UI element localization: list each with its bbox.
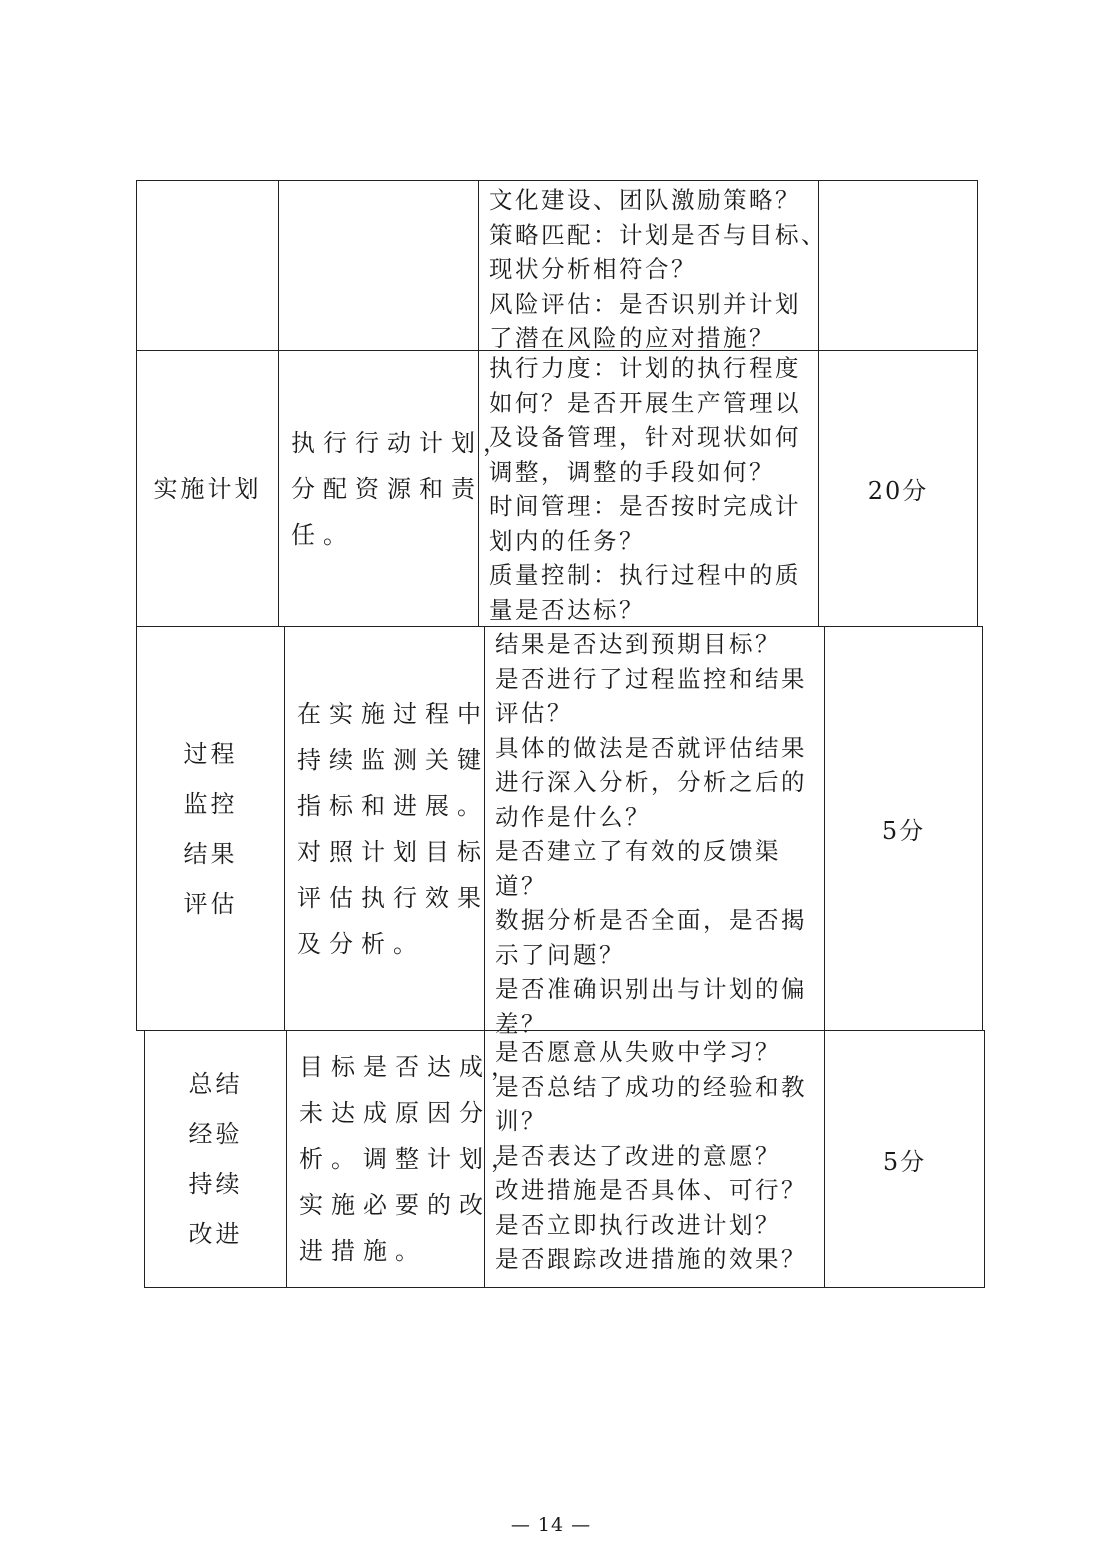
description-text	[287, 1031, 523, 1287]
criteria-line: 了潜在风险的应对措施？	[489, 324, 775, 352]
criteria-line: 示了问题？	[495, 940, 625, 969]
criteria-text	[485, 1031, 824, 1277]
score-cell	[818, 350, 978, 627]
description-line: 执行行动计划，	[291, 428, 515, 457]
criteria-text	[479, 351, 818, 627]
description-text	[285, 627, 489, 1030]
criteria-line: 是否进行了过程监控和结果	[495, 664, 807, 693]
criteria-line: 是否愿意从失败中学习？	[495, 1038, 781, 1066]
criteria-line: 调整，调整的手段如何？	[489, 457, 775, 486]
criteria-line: 时间管理：是否按时完成计	[489, 492, 801, 520]
criteria-text	[485, 627, 824, 1041]
description-line: 任。	[291, 520, 355, 549]
criteria-text	[479, 181, 827, 356]
stage-line: 经验	[188, 1120, 243, 1148]
criteria-line: 训？	[495, 1107, 547, 1135]
description-line: 评估执行效果	[297, 883, 489, 912]
score-cell	[818, 180, 978, 351]
criteria-line: 是否建立了有效的反馈渠	[495, 837, 781, 865]
criteria-line: 进行深入分析，分析之后的	[495, 768, 807, 796]
criteria-line: 是否表达了改进的意愿？	[495, 1141, 781, 1170]
criteria-line: 划内的任务？	[489, 526, 645, 555]
description-line: 分配资源和责	[291, 474, 483, 503]
criteria-line: 是否跟踪改进措施的效果？	[495, 1245, 807, 1273]
stage-cell	[136, 626, 285, 1031]
description-line: 目标是否达成，	[299, 1053, 523, 1081]
score-value: 5分	[882, 1147, 927, 1176]
description-line: 对照计划目标	[297, 837, 489, 866]
page-number: — 14 —	[510, 1514, 592, 1536]
description-cell	[278, 180, 479, 351]
description-line: 实施必要的改	[299, 1191, 491, 1219]
criteria-line: 质量控制：执行过程中的质	[489, 561, 801, 589]
description-cell	[278, 350, 515, 627]
stage-label	[145, 1031, 286, 1287]
stage-line: 实施计划	[153, 474, 262, 503]
description-cell	[286, 1030, 523, 1288]
criteria-line: 风险评估：是否识别并计划	[489, 289, 801, 318]
score-value: 5分	[881, 817, 926, 845]
description-line: 及分析。	[297, 929, 425, 958]
score-cell	[824, 1030, 985, 1288]
stage-label	[137, 627, 284, 1030]
criteria-line: 量是否达标？	[489, 595, 645, 624]
criteria-line: 数据分析是否全面，是否揭	[495, 906, 807, 934]
criteria-line: 动作是什么？	[495, 802, 651, 831]
criteria-line: 文化建设、团队激励策略？	[489, 186, 801, 214]
stage-cell	[144, 1030, 287, 1288]
stage-line: 过程	[183, 739, 238, 768]
stage-cell	[136, 350, 279, 627]
stage-line: 持续	[188, 1170, 243, 1198]
criteria-line: 道？	[495, 871, 547, 900]
description-text	[279, 351, 515, 626]
stage-line: 总结	[188, 1070, 243, 1098]
score-value: 20分	[867, 477, 929, 505]
criteria-line: 改进措施是否具体、可行？	[495, 1176, 807, 1204]
score-cell	[824, 626, 983, 1031]
stage-cell	[136, 180, 279, 351]
description-text	[279, 181, 478, 350]
criteria-line: 执行力度：计划的执行程度	[489, 354, 801, 382]
description-line: 在实施过程中	[297, 699, 489, 728]
stage-line: 监控	[183, 789, 238, 818]
criteria-line: 差？	[495, 1009, 547, 1038]
description-line: 未达成原因分	[299, 1099, 491, 1127]
criteria-line: 是否准确识别出与计划的偏	[495, 975, 807, 1003]
score-value	[819, 181, 977, 350]
criteria-line: 评估？	[495, 699, 573, 727]
stage-label	[137, 181, 278, 350]
description-line: 指标和进展。	[297, 791, 489, 820]
stage-line: 改进	[188, 1220, 243, 1248]
criteria-cell	[478, 350, 819, 627]
criteria-line: 如何？是否开展生产管理以	[489, 388, 801, 417]
description-line: 进措施。	[299, 1237, 427, 1265]
criteria-cell	[484, 626, 825, 1038]
criteria-cell	[484, 1030, 825, 1288]
stage-label	[137, 351, 278, 626]
description-cell	[284, 626, 489, 1031]
criteria-cell	[478, 180, 827, 352]
criteria-line: 结果是否达到预期目标？	[495, 630, 781, 658]
criteria-line: 是否总结了成功的经验和教	[495, 1072, 807, 1101]
description-line: 析。调整计划，	[299, 1145, 523, 1173]
stage-line: 结果	[183, 839, 238, 868]
criteria-line: 及设备管理，针对现状如何	[489, 423, 801, 451]
criteria-line: 具体的做法是否就评估结果	[495, 733, 807, 762]
stage-line: 评估	[183, 889, 238, 918]
criteria-line: 是否立即执行改进计划？	[495, 1210, 781, 1239]
criteria-line: 现状分析相符合？	[489, 255, 697, 283]
criteria-line: 策略匹配：计划是否与目标、	[489, 220, 827, 249]
description-line: 持续监测关键	[297, 745, 489, 774]
